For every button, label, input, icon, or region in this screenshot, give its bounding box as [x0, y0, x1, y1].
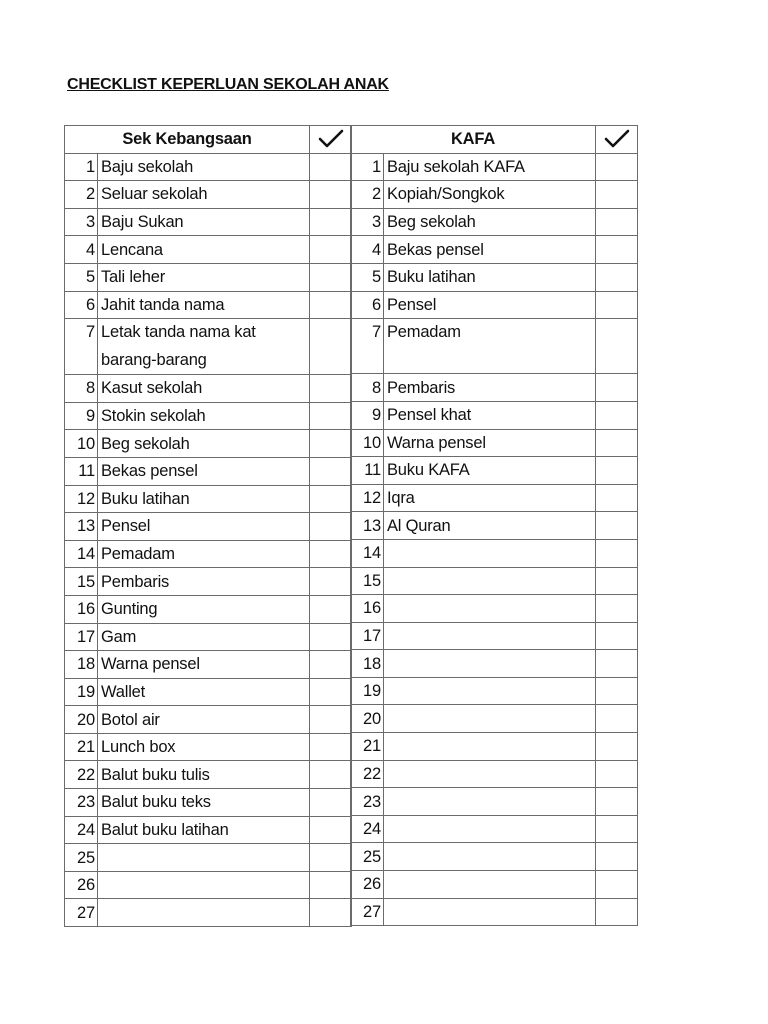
check-box-cell[interactable]: [310, 181, 352, 209]
check-box-cell[interactable]: [596, 319, 638, 374]
item-name: Kopiah/Songkok: [384, 181, 596, 209]
check-box-cell[interactable]: [596, 263, 638, 291]
item-name: [384, 760, 596, 788]
item-name: [384, 843, 596, 871]
check-box-cell[interactable]: [596, 705, 638, 733]
check-box-cell[interactable]: [310, 789, 352, 817]
row-number: 3: [65, 208, 98, 236]
check-box-cell[interactable]: [596, 512, 638, 540]
item-name: [384, 815, 596, 843]
check-box-cell[interactable]: [310, 236, 352, 264]
check-box-cell[interactable]: [310, 761, 352, 789]
item-name: Pensel: [384, 291, 596, 319]
check-box-cell[interactable]: [596, 181, 638, 209]
table-row: [65, 651, 352, 679]
item-name: Pensel khat: [384, 401, 596, 429]
check-box-cell[interactable]: [596, 539, 638, 567]
check-box-cell[interactable]: [596, 567, 638, 595]
item-name: Bekas pensel: [98, 457, 310, 485]
table-row: [65, 816, 352, 844]
check-box-cell[interactable]: [310, 540, 352, 568]
item-name: Balut buku latihan: [98, 816, 310, 844]
column-header-kafa: KAFA: [351, 126, 596, 154]
item-name: Beg sekolah: [384, 208, 596, 236]
check-box-cell[interactable]: [310, 485, 352, 513]
check-box-cell[interactable]: [596, 843, 638, 871]
table-row: [65, 706, 352, 734]
check-box-cell[interactable]: [596, 733, 638, 761]
row-number: 23: [351, 788, 384, 816]
item-name: Buku KAFA: [384, 457, 596, 485]
item-name: Tali leher: [98, 263, 310, 291]
row-number: 27: [351, 898, 384, 926]
table-row: [351, 401, 638, 429]
item-name: Balut buku teks: [98, 789, 310, 817]
table-row: [351, 319, 638, 374]
row-number: 25: [351, 843, 384, 871]
checkmark-icon: [310, 126, 352, 154]
row-number: 9: [65, 402, 98, 430]
row-number: 6: [65, 291, 98, 319]
row-number: 19: [65, 678, 98, 706]
item-name: Seluar sekolah: [98, 181, 310, 209]
item-name: Baju Sukan: [98, 208, 310, 236]
item-name: Lencana: [98, 236, 310, 264]
row-number: 16: [65, 595, 98, 623]
item-name: Botol air: [98, 706, 310, 734]
table-row: [351, 291, 638, 319]
item-name: Balut buku tulis: [98, 761, 310, 789]
item-name: Pensel: [98, 513, 310, 541]
check-box-cell[interactable]: [596, 153, 638, 181]
check-box-cell[interactable]: [310, 733, 352, 761]
check-box-cell[interactable]: [310, 871, 352, 899]
row-number: 8: [65, 375, 98, 403]
item-name: Baju sekolah: [98, 153, 310, 181]
table-header-row: [65, 126, 352, 154]
table-row: [65, 678, 352, 706]
row-number: 18: [65, 651, 98, 679]
check-box-cell[interactable]: [310, 263, 352, 291]
item-name: Pemadam: [384, 319, 596, 374]
row-number: 2: [351, 181, 384, 209]
item-name: Wallet: [98, 678, 310, 706]
check-box-cell[interactable]: [596, 898, 638, 926]
kafa-table: [350, 125, 638, 926]
table-row: [351, 153, 638, 181]
table-row: [351, 539, 638, 567]
row-number: 14: [65, 540, 98, 568]
table-row: [351, 843, 638, 871]
check-box-cell[interactable]: [310, 513, 352, 541]
item-name: Pemadam: [98, 540, 310, 568]
table-header-row: [351, 126, 638, 154]
row-number: 11: [65, 457, 98, 485]
row-number: 11: [351, 457, 384, 485]
row-number: 21: [65, 733, 98, 761]
row-number: 7: [65, 319, 98, 375]
check-box-cell[interactable]: [310, 375, 352, 403]
check-box-cell[interactable]: [596, 622, 638, 650]
row-number: 3: [351, 208, 384, 236]
row-number: 8: [351, 374, 384, 402]
item-name: [384, 677, 596, 705]
row-number: 26: [65, 871, 98, 899]
table-row: [65, 789, 352, 817]
table-row: [351, 567, 638, 595]
row-number: 27: [65, 899, 98, 927]
table-row: [65, 375, 352, 403]
item-name: [98, 871, 310, 899]
row-number: 17: [351, 622, 384, 650]
item-name: Beg sekolah: [98, 430, 310, 458]
check-box-cell[interactable]: [596, 457, 638, 485]
row-number: 7: [351, 319, 384, 374]
row-number: 9: [351, 401, 384, 429]
table-row: [351, 595, 638, 623]
check-box-cell[interactable]: [310, 623, 352, 651]
item-name: [384, 567, 596, 595]
row-number: 1: [65, 153, 98, 181]
table-row: [65, 153, 352, 181]
table-row: [65, 844, 352, 872]
check-box-cell[interactable]: [310, 678, 352, 706]
row-number: 4: [65, 236, 98, 264]
check-box-cell[interactable]: [596, 677, 638, 705]
row-number: 26: [351, 871, 384, 899]
item-name: Iqra: [384, 484, 596, 512]
table-row: [65, 623, 352, 651]
table-row: [351, 650, 638, 678]
check-box-cell[interactable]: [310, 899, 352, 927]
table-row: [351, 263, 638, 291]
check-box-cell[interactable]: [310, 595, 352, 623]
item-name: Al Quran: [384, 512, 596, 540]
table-row: [351, 429, 638, 457]
row-number: 24: [351, 815, 384, 843]
table-row: [65, 181, 352, 209]
row-number: 17: [65, 623, 98, 651]
table-row: [65, 595, 352, 623]
item-name: [384, 871, 596, 899]
item-name: Lunch box: [98, 733, 310, 761]
check-box-cell[interactable]: [310, 208, 352, 236]
row-number: 18: [351, 650, 384, 678]
item-name: Baju sekolah KAFA: [384, 153, 596, 181]
row-number: 12: [351, 484, 384, 512]
check-box-cell[interactable]: [596, 788, 638, 816]
check-box-cell[interactable]: [596, 595, 638, 623]
item-name: Kasut sekolah: [98, 375, 310, 403]
column-header-sek-kebangsaan: Sek Kebangsaan: [65, 126, 310, 154]
row-number: 21: [351, 733, 384, 761]
table-row: [351, 181, 638, 209]
table-row: [351, 871, 638, 899]
row-number: 24: [65, 816, 98, 844]
table-row: [351, 208, 638, 236]
row-number: 15: [65, 568, 98, 596]
table-row: [351, 622, 638, 650]
table-row: [65, 263, 352, 291]
item-name: Gam: [98, 623, 310, 651]
item-name: [384, 898, 596, 926]
check-box-cell[interactable]: [310, 291, 352, 319]
item-name: [384, 539, 596, 567]
table-row: [351, 457, 638, 485]
table-row: [351, 815, 638, 843]
table-row: [65, 430, 352, 458]
table-row: [65, 485, 352, 513]
table-row: [65, 208, 352, 236]
table-row: [351, 677, 638, 705]
table-row: [65, 540, 352, 568]
item-name: Warna pensel: [384, 429, 596, 457]
table-row: [351, 788, 638, 816]
table-row: [65, 513, 352, 541]
table-row: [65, 899, 352, 927]
item-name: [98, 899, 310, 927]
row-number: 13: [351, 512, 384, 540]
check-box-cell[interactable]: [596, 484, 638, 512]
table-row: [351, 705, 638, 733]
table-row: [351, 484, 638, 512]
row-number: 23: [65, 789, 98, 817]
check-box-cell[interactable]: [310, 153, 352, 181]
item-name: Buku latihan: [384, 263, 596, 291]
check-box-cell[interactable]: [596, 208, 638, 236]
item-name: [384, 705, 596, 733]
item-name: Stokin sekolah: [98, 402, 310, 430]
item-name: [384, 650, 596, 678]
check-box-cell[interactable]: [310, 402, 352, 430]
item-name: Letak tanda nama kat barang-barang: [98, 319, 310, 375]
item-name: [384, 595, 596, 623]
table-row: [351, 512, 638, 540]
row-number: 25: [65, 844, 98, 872]
check-box-cell[interactable]: [596, 760, 638, 788]
row-number: 6: [351, 291, 384, 319]
table-row: [351, 898, 638, 926]
row-number: 1: [351, 153, 384, 181]
row-number: 2: [65, 181, 98, 209]
row-number: 15: [351, 567, 384, 595]
row-number: 16: [351, 595, 384, 623]
table-row: [351, 374, 638, 402]
row-number: 12: [65, 485, 98, 513]
row-number: 10: [65, 430, 98, 458]
check-box-cell[interactable]: [596, 871, 638, 899]
item-name: Buku latihan: [98, 485, 310, 513]
table-row: [65, 319, 352, 375]
item-name: Pembaris: [384, 374, 596, 402]
row-number: 4: [351, 236, 384, 264]
row-number: 22: [65, 761, 98, 789]
row-number: 13: [65, 513, 98, 541]
item-name: [98, 844, 310, 872]
check-box-cell[interactable]: [310, 844, 352, 872]
row-number: 10: [351, 429, 384, 457]
sek-kebangsaan-table: [64, 125, 352, 927]
table-row: [65, 733, 352, 761]
table-row: [65, 402, 352, 430]
table-row: [351, 236, 638, 264]
row-number: 22: [351, 760, 384, 788]
item-name: [384, 622, 596, 650]
check-box-cell[interactable]: [596, 401, 638, 429]
check-box-cell[interactable]: [596, 429, 638, 457]
item-name: Warna pensel: [98, 651, 310, 679]
item-name: Jahit tanda nama: [98, 291, 310, 319]
table-row: [351, 733, 638, 761]
check-box-cell[interactable]: [310, 816, 352, 844]
item-name: Bekas pensel: [384, 236, 596, 264]
item-name: [384, 788, 596, 816]
table-row: [65, 457, 352, 485]
check-box-cell[interactable]: [310, 651, 352, 679]
page-title: CHECKLIST KEPERLUAN SEKOLAH ANAK: [67, 76, 389, 93]
row-number: 5: [65, 263, 98, 291]
row-number: 19: [351, 677, 384, 705]
row-number: 20: [65, 706, 98, 734]
row-number: 5: [351, 263, 384, 291]
table-row: [65, 291, 352, 319]
check-box-cell[interactable]: [310, 568, 352, 596]
checkmark-icon: [596, 126, 638, 154]
check-box-cell[interactable]: [310, 430, 352, 458]
check-box-cell[interactable]: [310, 706, 352, 734]
table-row: [65, 871, 352, 899]
item-name: Pembaris: [98, 568, 310, 596]
item-name: Gunting: [98, 595, 310, 623]
check-box-cell[interactable]: [596, 291, 638, 319]
check-box-cell[interactable]: [310, 319, 352, 375]
table-row: [65, 761, 352, 789]
table-row: [65, 236, 352, 264]
check-box-cell[interactable]: [596, 374, 638, 402]
check-box-cell[interactable]: [596, 815, 638, 843]
row-number: 20: [351, 705, 384, 733]
item-name: [384, 733, 596, 761]
table-row: [351, 760, 638, 788]
table-row: [65, 568, 352, 596]
check-box-cell[interactable]: [596, 650, 638, 678]
check-box-cell[interactable]: [310, 457, 352, 485]
check-box-cell[interactable]: [596, 236, 638, 264]
row-number: 14: [351, 539, 384, 567]
